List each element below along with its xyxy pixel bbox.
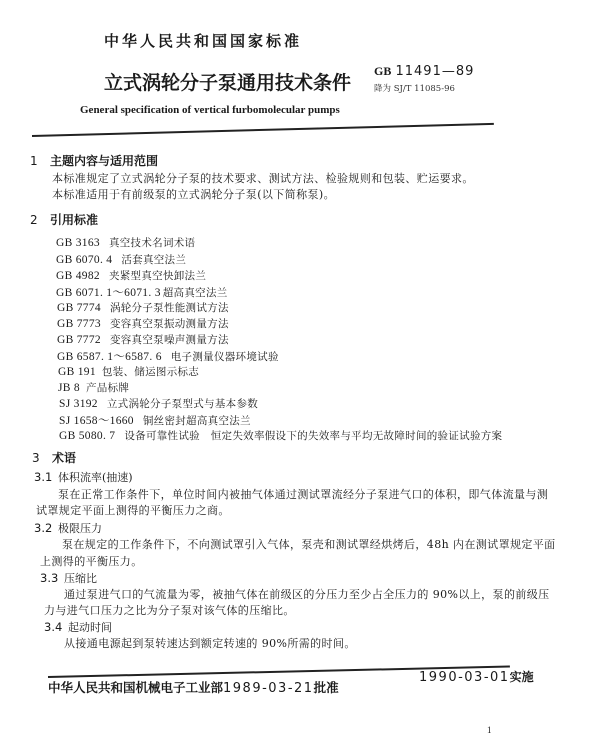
reference-code: GB 191 <box>58 366 96 378</box>
reference-title: 涡轮分子泵性能测试方法 <box>109 302 229 314</box>
reference-code: GB 7772 <box>57 334 101 346</box>
term-3-3-definition-line-2: 力与进气口压力之比为分子泵对该气体的压缩比。 <box>44 604 295 617</box>
section-1-paragraph-1: 本标准规定了立式涡轮分子泵的技术要求、测试方法、检验规则和包装、贮运要求。 <box>52 172 474 185</box>
page-number: 1 <box>487 725 492 735</box>
reference-title: 夹紧型真空快卸法兰 <box>108 270 207 282</box>
reference-title: 超高真空法兰 <box>162 287 228 299</box>
term-number: 3.1 <box>34 470 53 484</box>
reference-code: JB 8 <box>58 382 80 394</box>
term-3-2-definition-line-2: 上测得的平衡压力。 <box>40 555 143 568</box>
reference-item <box>59 412 251 428</box>
term-title: 极限压力 <box>58 522 102 535</box>
reference-item <box>57 316 229 331</box>
term-title: 起动时间 <box>68 621 112 634</box>
standard-prefix: GB <box>374 64 392 78</box>
section-title: 术语 <box>52 451 77 465</box>
term-3-4-heading <box>44 619 112 635</box>
section-title: 主题内容与适用范围 <box>50 154 159 168</box>
reference-item <box>58 364 199 379</box>
section-3-heading <box>32 449 76 466</box>
term-title: 体积流率(抽速) <box>58 471 133 484</box>
effective-statement <box>419 668 534 685</box>
reference-code: GB 3163 <box>56 237 100 249</box>
term-3-3-definition-line-1: 通过泵进气口的气流量为零，被抽气体在前级区的分压力至少占全压力的 90%以上，泵的前级压 <box>64 588 550 601</box>
section-1-heading <box>30 152 158 169</box>
reference-item <box>58 380 129 395</box>
term-number: 3.4 <box>44 620 63 634</box>
reference-code: GB 7774 <box>57 302 101 314</box>
reference-title: 变容真空泵振动测量方法 <box>109 318 229 330</box>
term-number: 3.3 <box>40 571 59 585</box>
reference-title: 产品标牌 <box>85 382 130 394</box>
reference-title: 真空技术名词术语 <box>108 237 196 249</box>
reference-title: 电子测量仪器环境试验 <box>170 351 279 363</box>
reference-item <box>56 284 228 300</box>
reference-title: 活套真空法兰 <box>121 254 187 266</box>
reference-code: GB 6587. 1～6587. 6 <box>57 351 162 363</box>
reference-item <box>59 396 258 411</box>
document-title-english: General specification of vertical furbomolecular pumps <box>80 104 340 116</box>
reference-title: 变容真空泵噪声测量方法 <box>109 334 229 346</box>
national-standard-label: 中华人民共和国国家标准 <box>104 32 303 50</box>
term-3-1-definition-line-2: 试罩规定平面上测得的平衡压力之商。 <box>36 504 230 517</box>
header-divider <box>32 123 494 137</box>
term-3-1-definition-line-1: 泵在正常工作条件下，单位时间内被抽气体通过测试罩流经分子泵进气口的体积，即气体流量与测 <box>58 488 549 501</box>
effective-label: 实施 <box>509 670 534 684</box>
standard-number: 11491—89 <box>395 64 475 79</box>
reference-code: SJ 1658～1660 <box>59 415 134 427</box>
approval-label: 批准 <box>313 680 339 695</box>
standard-replaced-note: 降为 SJ/T 11085-96 <box>374 84 455 94</box>
section-number: 1 <box>30 154 38 168</box>
reference-code: GB 4982 <box>56 270 100 282</box>
term-3-2-heading <box>34 520 102 536</box>
approval-date: 1989-03-21 <box>223 681 314 696</box>
reference-title: 铜丝密封超高真空法兰 <box>142 415 251 427</box>
term-number: 3.2 <box>34 521 53 535</box>
reference-item <box>56 252 186 267</box>
reference-item <box>57 332 229 347</box>
reference-code: GB 6070. 4 <box>56 254 113 266</box>
standard-code <box>374 64 474 79</box>
term-3-2-definition-line-1: 泵在规定的工作条件下，不向测试罩引入气体，泵壳和测试罩经烘烤后，48h 内在测试罩规定平面 <box>62 538 556 551</box>
reference-code: GB 5080. 7 <box>59 430 116 442</box>
section-number: 2 <box>30 213 38 227</box>
effective-date: 1990-03-01 <box>419 670 510 685</box>
section-number: 3 <box>32 451 40 465</box>
reference-item <box>56 268 206 283</box>
reference-item <box>57 300 229 315</box>
reference-item <box>57 348 279 364</box>
section-2-heading <box>30 211 98 228</box>
term-3-4-definition-line-1: 从接通电源起到泵转速达到额定转速的 90%所需的时间。 <box>64 637 356 650</box>
reference-title: 立式涡轮分子泵型式与基本参数 <box>106 398 259 410</box>
reference-title: 包装、储运图示标志 <box>101 366 200 378</box>
reference-item <box>56 235 195 250</box>
term-title: 压缩比 <box>64 572 97 585</box>
reference-code: GB 6071. 1～6071. 3 <box>56 287 161 299</box>
section-title: 引用标准 <box>50 213 99 227</box>
reference-code: GB 7773 <box>57 318 101 330</box>
term-3-1-heading <box>34 469 133 485</box>
reference-item <box>59 428 502 443</box>
approving-authority: 中华人民共和国机械电子工业部 <box>48 680 224 695</box>
term-3-3-heading <box>40 570 97 586</box>
reference-code: SJ 3192 <box>59 398 98 410</box>
reference-title: 设备可靠性试验 恒定失效率假设下的失效率与平均无故障时间的验证试验方案 <box>124 430 503 442</box>
document-title: 立式涡轮分子泵通用技术条件 <box>104 72 352 94</box>
approval-statement <box>48 678 339 696</box>
section-1-paragraph-2: 本标准适用于有前级泵的立式涡轮分子泵(以下简称泵)。 <box>52 188 335 201</box>
